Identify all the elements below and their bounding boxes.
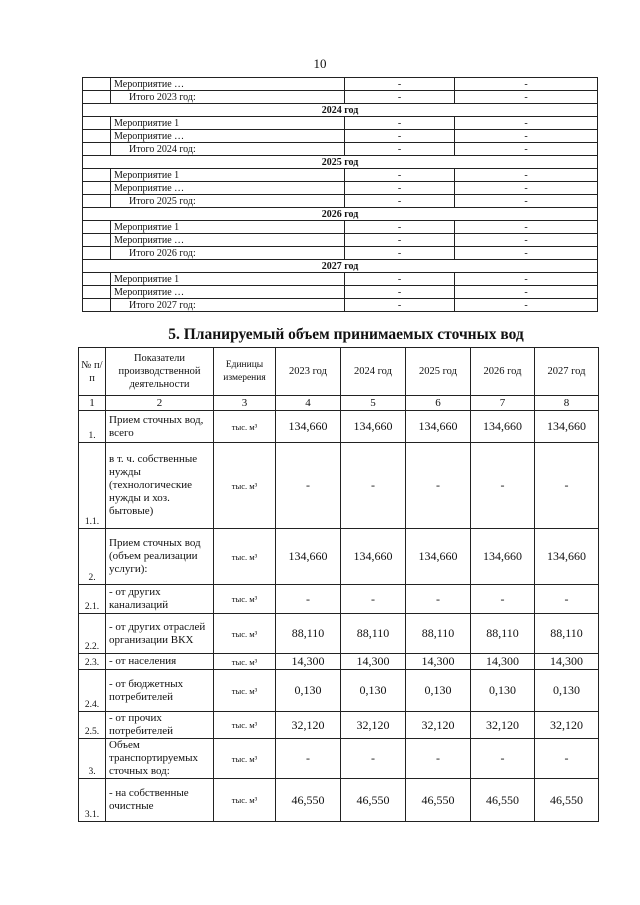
value-cell: - bbox=[535, 585, 599, 614]
value-cell: 0,130 bbox=[276, 670, 341, 712]
value-cell: - bbox=[345, 117, 455, 130]
column-number: 6 bbox=[406, 396, 471, 411]
value-cell: - bbox=[471, 443, 535, 529]
value-cell: - bbox=[276, 443, 341, 529]
table-row bbox=[79, 712, 599, 739]
total-label: Итого 2025 год: bbox=[111, 195, 345, 208]
table-row bbox=[79, 585, 599, 614]
value-cell: - bbox=[345, 91, 455, 104]
value-cell: - bbox=[341, 443, 406, 529]
event-label: Мероприятие 1 bbox=[111, 117, 345, 130]
event-row bbox=[83, 169, 598, 182]
row-number: 3.1. bbox=[79, 779, 106, 822]
value-cell: - bbox=[276, 585, 341, 614]
value-cell: - bbox=[345, 195, 455, 208]
indicator-label: - от бюджетных потребителей bbox=[106, 670, 214, 712]
column-number: 4 bbox=[276, 396, 341, 411]
value-cell: - bbox=[455, 182, 598, 195]
total-label: Итого 2027 год: bbox=[111, 299, 345, 312]
value-cell: - bbox=[345, 143, 455, 156]
value-cell: 14,300 bbox=[341, 654, 406, 670]
value-cell: - bbox=[455, 130, 598, 143]
event-label: Мероприятие 1 bbox=[111, 221, 345, 234]
header-year-2027: 2027 год bbox=[535, 348, 599, 396]
row-number: 2.1. bbox=[79, 585, 106, 614]
event-row bbox=[83, 221, 598, 234]
value-cell: 134,660 bbox=[535, 411, 599, 443]
year-header-row bbox=[83, 260, 598, 273]
event-label: Мероприятие … bbox=[111, 234, 345, 247]
value-cell: 134,660 bbox=[535, 529, 599, 585]
indicator-label: - от других отраслей организации ВКХ bbox=[106, 614, 214, 654]
table-row bbox=[79, 411, 599, 443]
value-cell: - bbox=[455, 299, 598, 312]
total-row bbox=[83, 91, 598, 104]
column-number: 2 bbox=[106, 396, 214, 411]
value-cell: 46,550 bbox=[276, 779, 341, 822]
event-row bbox=[83, 78, 598, 91]
value-cell: - bbox=[345, 169, 455, 182]
event-label: Мероприятие … bbox=[111, 286, 345, 299]
row-number: 2.4. bbox=[79, 670, 106, 712]
value-cell: 134,660 bbox=[406, 529, 471, 585]
value-cell: 0,130 bbox=[535, 670, 599, 712]
year-header-row bbox=[83, 156, 598, 169]
value-cell: 134,660 bbox=[276, 529, 341, 585]
indicator-label: Объем транспортируемых сточных вод: bbox=[106, 739, 214, 779]
header-indicator: Показатели производственной деятельности bbox=[106, 348, 214, 396]
row-number: 3. bbox=[79, 739, 106, 779]
value-cell: 32,120 bbox=[406, 712, 471, 739]
indicator-label: Прием сточных вод (объем реализации услуги): bbox=[106, 529, 214, 585]
value-cell: 134,660 bbox=[276, 411, 341, 443]
row-index-cell bbox=[83, 247, 111, 260]
header-unit: Единицы измерения bbox=[214, 348, 276, 396]
value-cell: 134,660 bbox=[341, 411, 406, 443]
value-cell: - bbox=[341, 585, 406, 614]
value-cell: 0,130 bbox=[406, 670, 471, 712]
unit-cell: тыс. м³ bbox=[214, 670, 276, 712]
table-row bbox=[79, 443, 599, 529]
row-index-cell bbox=[83, 195, 111, 208]
indicator-label: - от населения bbox=[106, 654, 214, 670]
value-cell: - bbox=[455, 195, 598, 208]
event-row bbox=[83, 130, 598, 143]
value-cell: 14,300 bbox=[471, 654, 535, 670]
year-label: 2024 год bbox=[83, 104, 598, 117]
unit-cell: тыс. м³ bbox=[214, 614, 276, 654]
value-cell: - bbox=[345, 182, 455, 195]
value-cell: - bbox=[345, 221, 455, 234]
year-header-row bbox=[83, 104, 598, 117]
total-label: Итого 2024 год: bbox=[111, 143, 345, 156]
value-cell: - bbox=[276, 739, 341, 779]
value-cell: - bbox=[455, 143, 598, 156]
row-number: 2. bbox=[79, 529, 106, 585]
header-year-2023: 2023 год bbox=[276, 348, 341, 396]
event-label: Мероприятие … bbox=[111, 78, 345, 91]
table-row bbox=[79, 779, 599, 822]
value-cell: - bbox=[535, 739, 599, 779]
indicator-label: - от других канализаций bbox=[106, 585, 214, 614]
event-row bbox=[83, 273, 598, 286]
table-header-row bbox=[79, 348, 599, 396]
column-number: 5 bbox=[341, 396, 406, 411]
value-cell: - bbox=[345, 273, 455, 286]
column-number: 1 bbox=[79, 396, 106, 411]
row-number: 2.5. bbox=[79, 712, 106, 739]
value-cell: - bbox=[535, 443, 599, 529]
value-cell: 32,120 bbox=[341, 712, 406, 739]
event-label: Мероприятие … bbox=[111, 130, 345, 143]
column-number-row bbox=[79, 396, 599, 411]
unit-cell: тыс. м³ bbox=[214, 585, 276, 614]
unit-cell: тыс. м³ bbox=[214, 739, 276, 779]
value-cell: - bbox=[455, 78, 598, 91]
value-cell: 88,110 bbox=[276, 614, 341, 654]
row-number: 2.2. bbox=[79, 614, 106, 654]
indicator-label: Прием сточных вод, всего bbox=[106, 411, 214, 443]
column-number: 8 bbox=[535, 396, 599, 411]
value-cell: 14,300 bbox=[406, 654, 471, 670]
unit-cell: тыс. м³ bbox=[214, 411, 276, 443]
value-cell: - bbox=[455, 286, 598, 299]
value-cell: - bbox=[345, 286, 455, 299]
event-label: Мероприятие 1 bbox=[111, 273, 345, 286]
table-row bbox=[79, 614, 599, 654]
value-cell: - bbox=[406, 443, 471, 529]
year-label: 2025 год bbox=[83, 156, 598, 169]
year-label: 2026 год bbox=[83, 208, 598, 221]
value-cell: 46,550 bbox=[535, 779, 599, 822]
row-index-cell bbox=[83, 169, 111, 182]
column-number: 7 bbox=[471, 396, 535, 411]
value-cell: - bbox=[345, 299, 455, 312]
row-index-cell bbox=[83, 286, 111, 299]
row-index-cell bbox=[83, 143, 111, 156]
header-year-2024: 2024 год bbox=[341, 348, 406, 396]
indicator-label: - на собственные очистные bbox=[106, 779, 214, 822]
event-label: Мероприятие … bbox=[111, 182, 345, 195]
row-index-cell bbox=[83, 117, 111, 130]
unit-cell: тыс. м³ bbox=[214, 654, 276, 670]
total-row bbox=[83, 247, 598, 260]
total-row bbox=[83, 143, 598, 156]
row-index-cell bbox=[83, 78, 111, 91]
row-index-cell bbox=[83, 299, 111, 312]
header-number: № п/ п bbox=[79, 348, 106, 396]
year-header-row bbox=[83, 208, 598, 221]
row-number: 1.1. bbox=[79, 443, 106, 529]
row-index-cell bbox=[83, 221, 111, 234]
table-row bbox=[79, 654, 599, 670]
unit-cell: тыс. м³ bbox=[214, 443, 276, 529]
event-label: Мероприятие 1 bbox=[111, 169, 345, 182]
value-cell: - bbox=[345, 78, 455, 91]
header-year-2025: 2025 год bbox=[406, 348, 471, 396]
row-number: 1. bbox=[79, 411, 106, 443]
section-title: 5. Планируемый объем принимаемых сточных вод bbox=[168, 326, 524, 343]
total-row bbox=[83, 195, 598, 208]
value-cell: 46,550 bbox=[341, 779, 406, 822]
value-cell: - bbox=[341, 739, 406, 779]
value-cell: - bbox=[455, 91, 598, 104]
event-row bbox=[83, 234, 598, 247]
row-index-cell bbox=[83, 130, 111, 143]
value-cell: - bbox=[455, 273, 598, 286]
value-cell: 32,120 bbox=[276, 712, 341, 739]
value-cell: 134,660 bbox=[341, 529, 406, 585]
row-index-cell bbox=[83, 273, 111, 286]
event-row bbox=[83, 182, 598, 195]
header-year-2026: 2026 год bbox=[471, 348, 535, 396]
row-index-cell bbox=[83, 91, 111, 104]
value-cell: - bbox=[455, 169, 598, 182]
event-row bbox=[83, 117, 598, 130]
value-cell: 46,550 bbox=[471, 779, 535, 822]
value-cell: - bbox=[455, 234, 598, 247]
row-index-cell bbox=[83, 182, 111, 195]
value-cell: 88,110 bbox=[535, 614, 599, 654]
year-label: 2027 год bbox=[83, 260, 598, 273]
page-number: 10 bbox=[313, 56, 327, 71]
value-cell: 88,110 bbox=[471, 614, 535, 654]
value-cell: - bbox=[471, 585, 535, 614]
value-cell: - bbox=[406, 739, 471, 779]
table-row bbox=[79, 529, 599, 585]
indicator-label: в т. ч. собственные нужды (технологические нужды и хоз. бытовые) bbox=[106, 443, 214, 529]
value-cell: 32,120 bbox=[471, 712, 535, 739]
value-cell: 88,110 bbox=[406, 614, 471, 654]
wastewater-table bbox=[78, 347, 599, 822]
value-cell: - bbox=[406, 585, 471, 614]
total-label: Итого 2023 год: bbox=[111, 91, 345, 104]
column-number: 3 bbox=[214, 396, 276, 411]
row-index-cell bbox=[83, 234, 111, 247]
value-cell: 134,660 bbox=[406, 411, 471, 443]
value-cell: 88,110 bbox=[341, 614, 406, 654]
unit-cell: тыс. м³ bbox=[214, 529, 276, 585]
value-cell: - bbox=[345, 130, 455, 143]
row-number: 2.3. bbox=[79, 654, 106, 670]
table-row bbox=[79, 739, 599, 779]
unit-cell: тыс. м³ bbox=[214, 779, 276, 822]
value-cell: - bbox=[345, 234, 455, 247]
value-cell: 0,130 bbox=[341, 670, 406, 712]
unit-cell: тыс. м³ bbox=[214, 712, 276, 739]
value-cell: 14,300 bbox=[535, 654, 599, 670]
total-row bbox=[83, 299, 598, 312]
value-cell: - bbox=[471, 739, 535, 779]
event-row bbox=[83, 286, 598, 299]
value-cell: 134,660 bbox=[471, 529, 535, 585]
events-table bbox=[82, 77, 598, 312]
value-cell: 32,120 bbox=[535, 712, 599, 739]
value-cell: - bbox=[455, 117, 598, 130]
indicator-label: - от прочих потребителей bbox=[106, 712, 214, 739]
total-label: Итого 2026 год: bbox=[111, 247, 345, 260]
value-cell: 134,660 bbox=[471, 411, 535, 443]
value-cell: 0,130 bbox=[471, 670, 535, 712]
value-cell: 14,300 bbox=[276, 654, 341, 670]
value-cell: - bbox=[345, 247, 455, 260]
table-row bbox=[79, 670, 599, 712]
value-cell: 46,550 bbox=[406, 779, 471, 822]
value-cell: - bbox=[455, 221, 598, 234]
value-cell: - bbox=[455, 247, 598, 260]
